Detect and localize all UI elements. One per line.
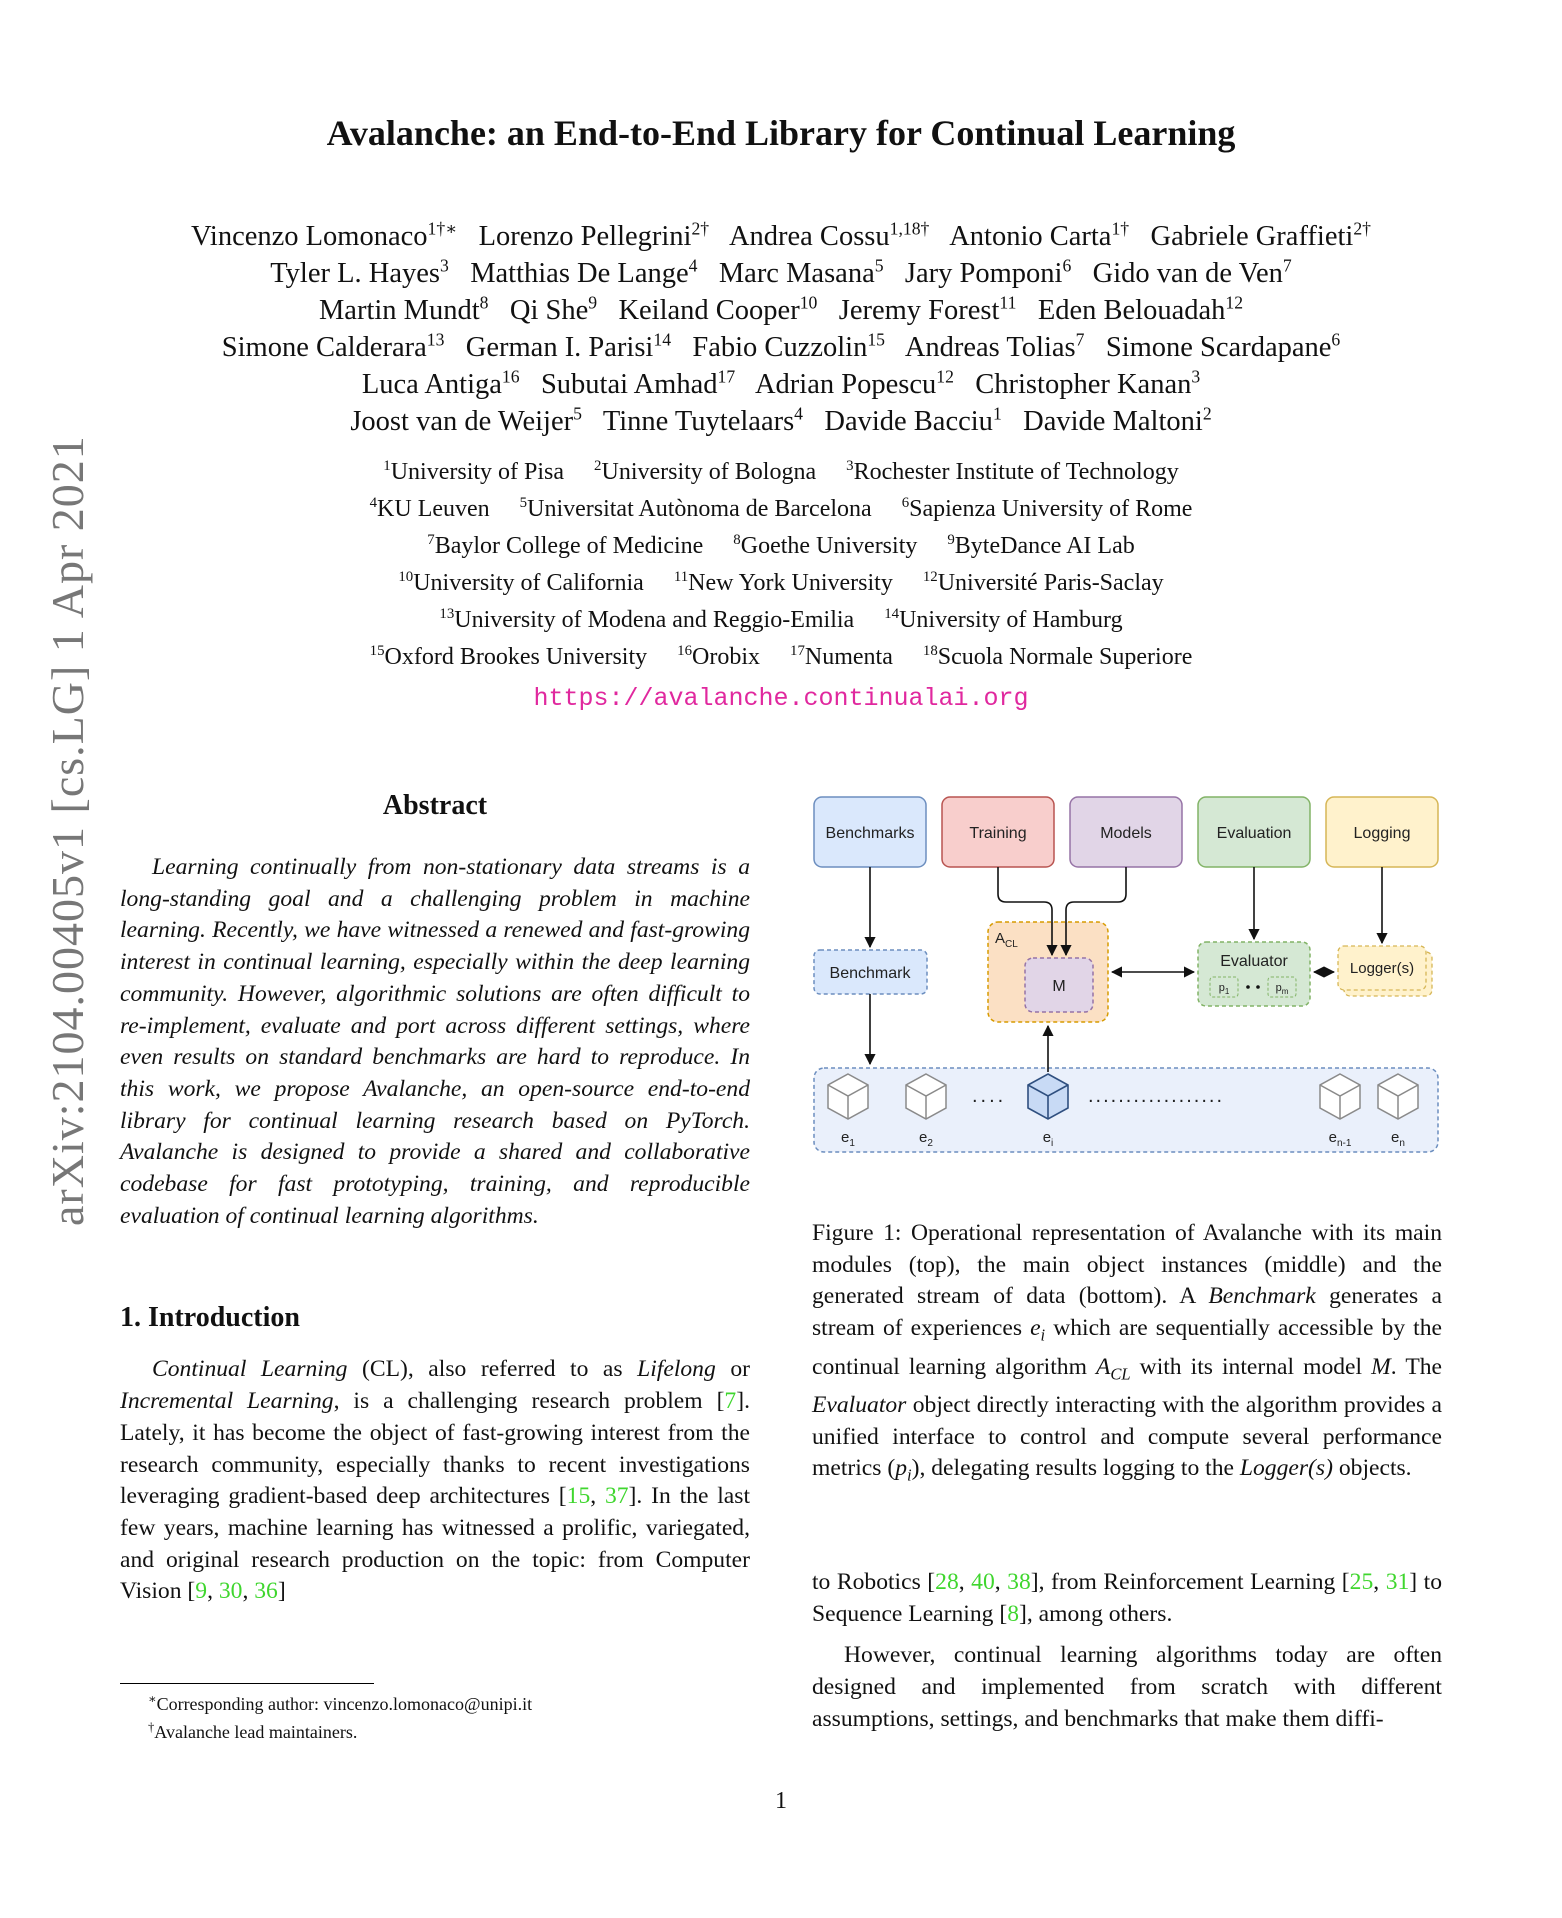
affiliation-name: Université Paris-Saclay: [937, 570, 1164, 596]
author-name: Andrea Cossu: [728, 221, 890, 252]
citation-link[interactable]: 8: [1007, 1600, 1020, 1627]
evaluator-instance: [1198, 942, 1310, 1006]
affiliation-line: [60, 528, 1502, 565]
module-label: Benchmarks: [825, 825, 915, 842]
svg-text:pm: $p_m$: [1275, 982, 1289, 996]
body-paragraph: to Robotics [28, 40, 38], from Reinforcement Learning [25, 31] to Sequence Learning [8], among others.: [812, 1569, 1443, 1627]
footnotes: [148, 1688, 748, 1744]
citation-link[interactable]: 7: [724, 1388, 737, 1415]
logger-instances: [1338, 946, 1432, 996]
svg-text:M: M: [1052, 978, 1066, 995]
author-affiliation-marker: 5: [573, 403, 582, 424]
affiliation-number: 13: [439, 606, 455, 622]
affiliation-list: [60, 454, 1502, 676]
author-name: Simone Scardapane: [1105, 332, 1332, 363]
citation-link[interactable]: 38: [1007, 1569, 1031, 1595]
affiliation-name: Oxford Brookes University: [384, 644, 648, 670]
author-line: [60, 403, 1502, 440]
module-benchmarks: [814, 797, 926, 867]
affiliation-name: Orobix: [692, 644, 761, 670]
author-name: Antonio Carta: [949, 221, 1112, 252]
paper-title: Avalanche: an End-to-End Library for Continual Learning: [326, 113, 1236, 153]
author-name: German I. Parisi: [465, 332, 654, 363]
author-name: Keiland Cooper: [618, 295, 800, 326]
author-affiliation-marker: 1: [992, 403, 1002, 424]
affiliation-name: University of Bologna: [601, 459, 817, 485]
author-name: Jeremy Forest: [838, 295, 1000, 326]
author-affiliation-marker: 8: [479, 292, 489, 313]
author-affiliation-marker: 15: [867, 329, 885, 350]
author-affiliation-marker: 2†: [1353, 218, 1371, 239]
author-name: Adrian Popescu: [754, 369, 937, 400]
citation-link[interactable]: 40: [971, 1569, 995, 1595]
author-name: Vincenzo Lomonaco: [191, 221, 428, 252]
author-affiliation-marker: 9: [588, 292, 598, 313]
author-affiliation-marker: 2: [1202, 403, 1212, 424]
author-name: Martin Mundt: [318, 295, 480, 326]
author-affiliation-marker: 3: [1191, 366, 1201, 387]
author-affiliation-marker: 6: [1331, 329, 1341, 350]
author-name: Joost van de Weijer: [350, 406, 574, 437]
experience-label: $e_2$: [919, 1129, 933, 1149]
author-affiliation-marker: 4: [688, 255, 698, 276]
citation-link[interactable]: 9: [195, 1578, 208, 1605]
affiliation-number: 5: [519, 495, 528, 511]
author-name: Jary Pomponi: [904, 258, 1063, 289]
affiliation-number: 2: [594, 458, 602, 474]
acl-strategy-instance: [988, 922, 1108, 1022]
affiliation-number: 17: [790, 643, 805, 659]
affiliation-number: 11: [673, 569, 689, 585]
author-list: [60, 218, 1502, 440]
citation-link[interactable]: 28: [935, 1569, 959, 1595]
author-affiliation-marker: 6: [1062, 255, 1072, 276]
affiliation-name: New York University: [688, 570, 893, 596]
affiliation-number: 1: [383, 458, 391, 474]
citation-link[interactable]: 31: [1385, 1569, 1410, 1595]
svg-text:Benchmark: Benchmark: [829, 965, 911, 982]
affiliation-line: [60, 639, 1502, 676]
author-affiliation-marker: 2†: [691, 218, 710, 239]
author-affiliation-marker: 13: [426, 329, 445, 350]
affiliation-name: Baylor College of Medicine: [434, 533, 704, 559]
author-name: Davide Maltoni: [1023, 406, 1203, 437]
affiliation-number: 10: [398, 569, 414, 585]
experience-label: $e_i$: [1042, 1129, 1054, 1149]
introduction-paragraph: Continual Learning (CL), also referred to as Lifelong or Incremental Learning, is a challenging research problem [7]. Lately, it has become the object of fast-growing interest from the research community, especially thanks to recent investigations leveraging gradient-based deep architectures [15, 37]. In the last few years, machine learning has witnessed a prolific, variegated, and original research production on the topic: from Computer Vision [9, 30, 36]: [120, 1356, 750, 1605]
affiliation-name: Universitat Autònoma de Barcelona: [527, 496, 872, 522]
author-name: Tyler L. Hayes: [270, 258, 440, 289]
author-name: Marc Masana: [718, 258, 875, 289]
affiliation-name: Numenta: [804, 644, 893, 670]
abstract-text: Learning continually from non-stationary data streams is a long-standing goal and a challenging problem in machine learning. Recently, we have witnessed a renewed and fast-growing interest in continual learning, especially within the deep learning community. However, algorithmic solutions are often difficult to re-implement, evaluate and port across different settings, where even results on standard benchmarks are hard to reproduce. In this work, we propose Avalanche, an open-source end-to-end library for continual learning research based on PyTorch. Avalanche is designed to provide a shared and collaborative codebase for fast prototyping, training, and reproducible evaluation of continual learning algorithms.: [120, 854, 750, 1229]
experience-label: $e_1$: [841, 1129, 855, 1149]
author-name: Lorenzo Pellegrini: [478, 221, 692, 252]
affiliation-number: 14: [884, 606, 900, 622]
author-affiliation-marker: 7: [1075, 329, 1085, 350]
author-name: Gido van de Ven: [1092, 258, 1283, 289]
author-line: [60, 329, 1502, 366]
author-name: Simone Calderara: [221, 332, 427, 363]
affiliation-line: [60, 454, 1502, 491]
svg-text:..................: ..................: [1088, 1085, 1225, 1107]
affiliation-number: 3: [846, 458, 854, 474]
author-affiliation-marker: 1,18†: [889, 218, 930, 239]
arxiv-identifier: arXiv:2104.00405v1 [cs.LG] 1 Apr 2021: [42, 435, 93, 1226]
right-column-text: [812, 1567, 1442, 1736]
author-name: Luca Antiga: [361, 369, 502, 400]
author-name: Qi She: [509, 295, 589, 326]
project-url-link[interactable]: https://avalanche.continualai.org: [533, 684, 1029, 713]
affiliation-name: Sapienza University of Rome: [909, 496, 1193, 522]
affiliation-number: 16: [677, 643, 693, 659]
affiliation-name: University of Modena and Reggio-Emilia: [454, 607, 855, 633]
author-affiliation-marker: 5: [874, 255, 884, 276]
module-models: [1070, 797, 1182, 867]
author-affiliation-marker: 4: [794, 403, 803, 424]
experience-label: $e_n$: [1391, 1129, 1405, 1149]
affiliation-number: 15: [369, 643, 385, 659]
affiliation-name: Rochester Institute of Technology: [853, 459, 1179, 485]
footnote-maintainers: †Avalanche lead maintainers.: [148, 1720, 358, 1742]
benchmark-instance: [814, 950, 927, 994]
author-affiliation-marker: 7: [1282, 255, 1292, 276]
module-label: Logging: [1353, 825, 1411, 842]
svg-text:ACL: $A_{CL}$: [995, 930, 1018, 950]
abstract-heading: Abstract: [382, 790, 488, 821]
author-line: [60, 366, 1502, 403]
citation-link[interactable]: 30: [218, 1578, 243, 1605]
author-affiliation-marker: 1†∗: [427, 218, 458, 239]
author-affiliation-marker: 3: [439, 255, 449, 276]
author-line: [60, 255, 1502, 292]
author-affiliation-marker: 17: [717, 366, 736, 387]
author-name: Fabio Cuzzolin: [692, 332, 868, 363]
affiliation-line: [60, 491, 1502, 528]
left-column: [120, 790, 750, 1608]
affiliation-number: 18: [922, 643, 938, 659]
author-affiliation-marker: 12: [936, 366, 954, 387]
module-label: Training: [969, 825, 1027, 842]
module-evaluation: [1198, 797, 1310, 867]
figure-avalanche-diagram: [812, 790, 1442, 1158]
module-label: Models: [1100, 825, 1152, 842]
author-name: Davide Bacciu: [824, 406, 993, 437]
affiliation-number: 8: [733, 532, 741, 548]
right-column: [812, 790, 1443, 1732]
author-name: Christopher Kanan: [975, 369, 1192, 400]
citation-link[interactable]: 25: [1349, 1569, 1374, 1595]
module-logging: [1326, 797, 1438, 867]
affiliation-number: 9: [947, 532, 955, 548]
affiliation-name: University of Hamburg: [899, 607, 1123, 633]
citation-link[interactable]: 15: [566, 1483, 591, 1510]
affiliation-line: [60, 565, 1502, 602]
introduction-heading: 1. Introduction: [120, 1302, 300, 1334]
author-name: Eden Belouadah: [1037, 295, 1226, 326]
author-name: Andreas Tolias: [904, 332, 1076, 363]
author-affiliation-marker: 12: [1225, 292, 1244, 313]
affiliation-line: [60, 602, 1502, 639]
affiliation-number: 12: [922, 569, 938, 585]
author-affiliation-marker: 1†: [1111, 218, 1130, 239]
citation-link[interactable]: 36: [254, 1578, 278, 1605]
author-name: Tinne Tuytelaars: [602, 406, 795, 437]
affiliation-name: ByteDance AI Lab: [954, 533, 1135, 559]
body-paragraph: However, continual learning algorithms today are often designed and implemented from scratch with different assumptions, settings, and benchmarks that make them diffi-: [812, 1642, 1442, 1732]
affiliation-number: 6: [901, 495, 910, 511]
affiliation-name: University of California: [413, 570, 644, 596]
citation-link[interactable]: 37: [604, 1483, 629, 1510]
author-affiliation-marker: 10: [799, 292, 818, 313]
svg-text:p1: $p_1$: [1218, 982, 1230, 996]
affiliation-number: 7: [427, 532, 435, 548]
author-name: Gabriele Graffieti: [1150, 221, 1354, 252]
author-name: Matthias De Lange: [470, 258, 689, 289]
module-training: [942, 797, 1054, 867]
author-line: [60, 292, 1502, 329]
author-affiliation-marker: 16: [501, 366, 520, 387]
module-label: Evaluation: [1216, 825, 1292, 842]
author-name: Subutai Amhad: [540, 369, 718, 400]
figure-caption: Figure 1: Operational representation of Avalanche with its main modules (top), the main object instances (middle) and the generated stream of data (bottom). A Benchmark generates a stream of experiences $e_i$ which are sequentially accessible by the continual learning algorithm $A_{CL}$ with its internal model M. The Evaluator object directly interacting with the algorithm provides a unified interface to control and compute several performance metrics $(p_i)$, delegating results logging to the Logger(s) objects.: [812, 1220, 1442, 1486]
affiliation-name: University of Pisa: [390, 459, 565, 485]
affiliation-name: Scuola Normale Superiore: [937, 644, 1193, 670]
svg-text:Logger(s): Logger(s): [1349, 960, 1415, 977]
footnote-rule: [120, 1683, 374, 1684]
author-affiliation-marker: 14: [653, 329, 672, 350]
footnote-corresponding: ∗Corresponding author: vincenzo.lomonaco@unipi.it: [148, 1692, 533, 1714]
svg-text:Evaluator: Evaluator: [1220, 953, 1288, 970]
author-line: [60, 218, 1502, 255]
affiliation-number: 4: [369, 495, 378, 511]
affiliation-name: Goethe University: [740, 533, 918, 559]
page-number: 1: [775, 1788, 787, 1814]
experience-label: $e_{n-1}$: [1328, 1129, 1352, 1149]
affiliation-name: KU Leuven: [377, 496, 490, 522]
svg-text:....: ....: [972, 1085, 1007, 1107]
author-affiliation-marker: 11: [999, 292, 1017, 313]
